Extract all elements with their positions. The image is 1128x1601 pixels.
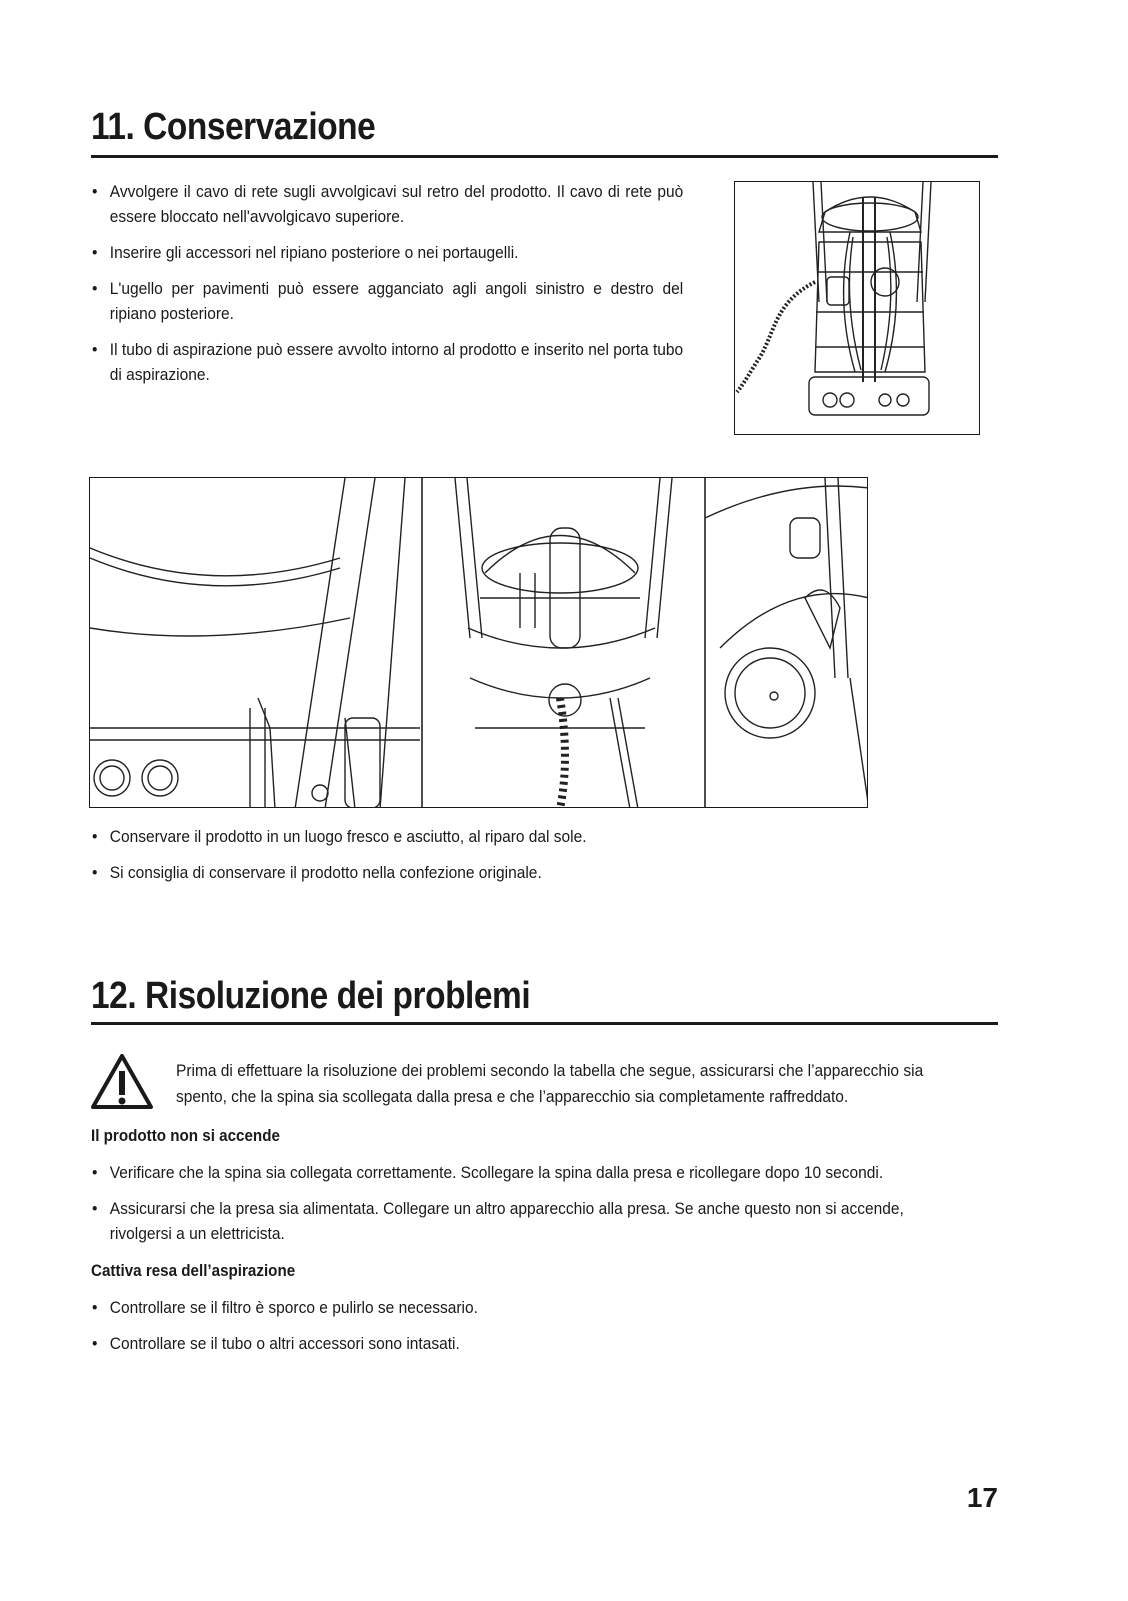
warning-text: Prima di effettuare la risoluzione dei problemi secondo la tabella che segue, assicurarsi che l’apparecchio sia spento, che la spina sia scollegata dalla presa e che l’apparecchio sia completamente raffreddato. (176, 1062, 924, 1106)
list-item: • Il tubo di aspirazione può essere avvolto intorno al prodotto e inserito nel porta tubo di aspirazione. (91, 338, 683, 388)
list-item: • Avvolgere il cavo di rete sugli avvolgicavi sul retro del prodotto. Il cavo di rete può essere bloccato nell'avvolgicavo superiore. (91, 180, 683, 230)
list-item: • Verificare che la spina sia collegata correttamente. Scollegare la spina dalla presa e ricollegare dopo 10 secondi. (91, 1161, 965, 1186)
list-item: • Controllare se il tubo o altri accessori sono intasati. (91, 1332, 965, 1357)
section-12-title: 12. Risoluzione dei problemi (91, 975, 531, 1017)
panel-accessory-shelf (90, 478, 420, 808)
list-item: • Controllare se il filtro è sporco e pulirlo se necessario. (91, 1296, 965, 1321)
vacuum-rear-view-illustration (734, 181, 980, 435)
storage-tips-list (91, 825, 991, 897)
panel-floor-nozzle-hook (705, 478, 868, 808)
storage-instructions-list (91, 180, 721, 399)
section-11-rule (91, 155, 998, 158)
list-item: • Inserire gli accessori nel ripiano posteriore o nei portaugelli. (91, 241, 683, 266)
problem-solutions-list (91, 1161, 1021, 1258)
section-11-title: 11. Conservazione (91, 106, 376, 148)
problem-heading: Cattiva resa dell’aspirazione (91, 1262, 296, 1280)
warning-triangle-icon (89, 1052, 155, 1112)
panel-hose-holder (455, 478, 672, 808)
problem-solutions-list (91, 1296, 1021, 1368)
page-number: 17 (966, 1482, 998, 1513)
list-item: • Si consiglia di conservare il prodotto nella confezione originale. (91, 861, 937, 886)
problem-heading: Il prodotto non si accende (91, 1127, 280, 1145)
vacuum-accessory-detail-illustrations (89, 477, 868, 808)
section-12-rule (91, 1022, 998, 1025)
list-item: • L'ugello per pavimenti può essere agganciato agli angoli sinistro e destro del ripiano posteriore. (91, 277, 683, 327)
list-item: • Assicurarsi che la presa sia alimentata. Collegare un altro apparecchio alla presa. Se anche questo non si accende, rivolgersi a un elettricista. (91, 1197, 965, 1247)
list-item: • Conservare il prodotto in un luogo fresco e asciutto, al riparo dal sole. (91, 825, 937, 850)
